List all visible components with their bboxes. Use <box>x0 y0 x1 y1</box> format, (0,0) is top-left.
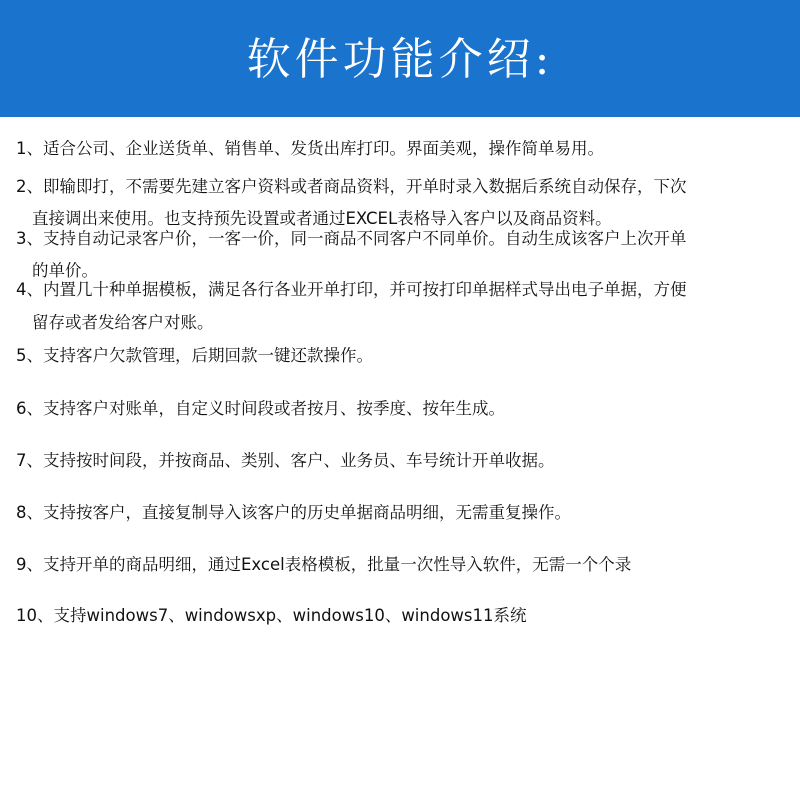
page-title: 软件功能介绍: <box>246 34 554 85</box>
feature-text: 8、支持按客户，直接复制导入该客户的历史单据商品明细，无需重复操作。 <box>16 503 571 522</box>
feature-text: 10、支持windows7、windowsxp、windows10、windows11系统 <box>16 606 527 625</box>
feature-text: 6、支持客户对账单，自定义时间段或者按月、按季度、按年生成。 <box>16 399 505 418</box>
feature-text: 5、支持客户欠款管理，后期回款一键还款操作。 <box>16 346 373 365</box>
feature-text: 9、支持开单的商品明细，通过Excel表格模板，批量一次性导入软件，无需一个个录 <box>16 555 632 574</box>
feature-item-8 <box>0 496 800 529</box>
feature-item-5 <box>0 339 800 372</box>
feature-text-continued: 留存或者发给客户对账。 <box>32 313 214 332</box>
feature-text: 1、适合公司、企业送货单、销售单、发货出库打印。界面美观，操作简单易用。 <box>16 139 604 158</box>
feature-item-10 <box>0 599 800 632</box>
feature-text: 2、即输即打，不需要先建立客户资料或者商品资料，开单时录入数据后系统自动保存，下次 <box>16 177 687 196</box>
feature-text-continued: 的单价。 <box>32 261 98 280</box>
feature-text: 3、支持自动记录客户价，一客一价，同一商品不同客户不同单价。自动生成该客户上次开单 <box>16 229 687 248</box>
feature-item-4 <box>0 273 800 339</box>
feature-text: 4、内置几十种单据模板，满足各行各业开单打印，并可按打印单据样式导出电子单据，方便 <box>16 280 687 299</box>
feature-item-9 <box>0 548 800 581</box>
feature-item-6 <box>0 392 800 425</box>
feature-item-7 <box>0 444 800 477</box>
feature-text: 7、支持按时间段，并按商品、类别、客户、业务员、车号统计开单收据。 <box>16 451 555 470</box>
feature-text-continued: 直接调出来使用。也支持预先设置或者通过EXCEL表格导入客户以及商品资料。 <box>32 209 612 228</box>
feature-item-1 <box>0 132 800 165</box>
